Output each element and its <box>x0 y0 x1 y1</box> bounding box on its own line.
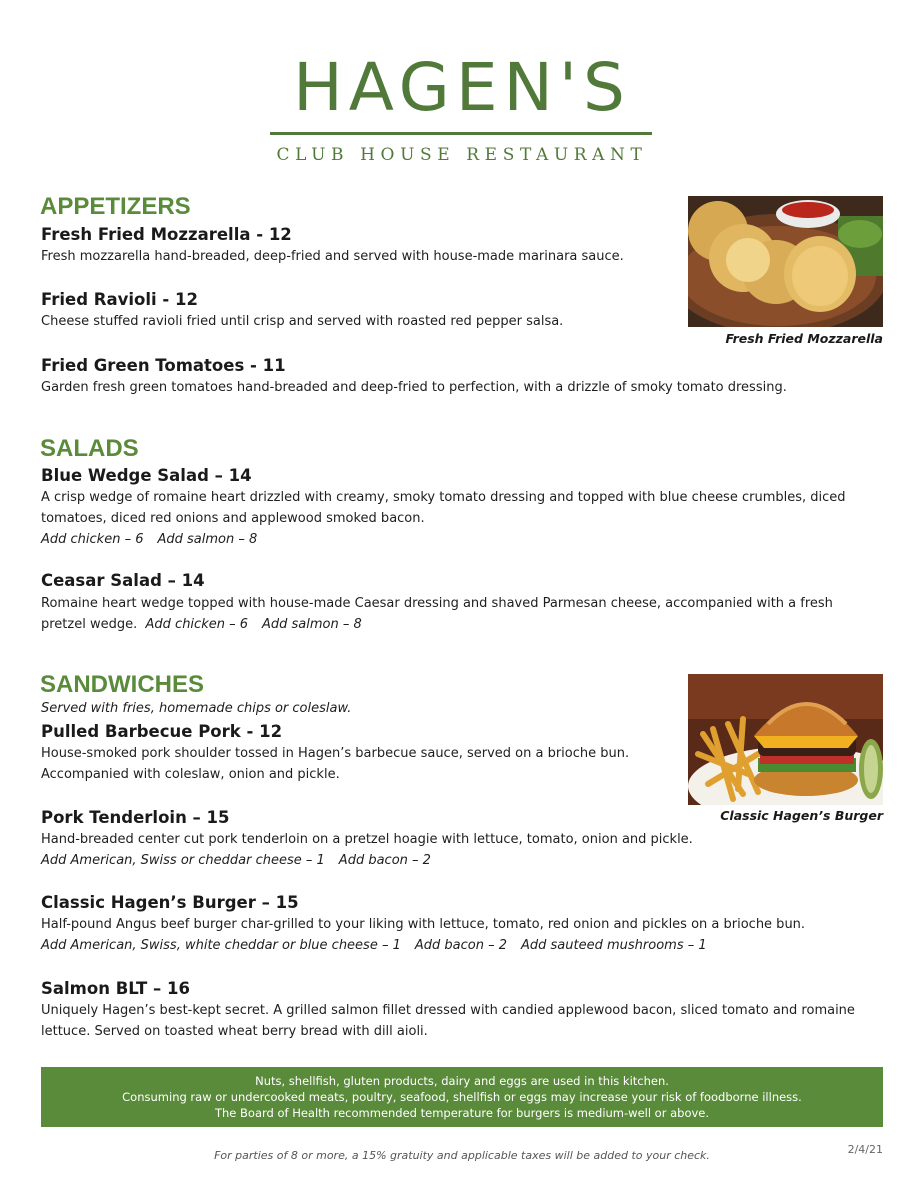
addon-option: Add sauteed mushrooms – 1 <box>521 938 707 953</box>
item-fried-green-tomatoes: Fried Green Tomatoes - 11 <box>41 356 286 375</box>
logo-divider <box>270 132 652 135</box>
item-description: Garden fresh green tomatoes hand-breaded and deep-fried to perfection, with a drizzle of smoky tomato dressing. <box>41 380 787 395</box>
addon-option: Add salmon – 8 <box>262 617 362 632</box>
restaurant-logo <box>270 48 654 165</box>
notice-line: Consuming raw or undercooked meats, poultry, seafood, shellfish or eggs may increase your risk of foodborne illness. <box>122 1090 802 1104</box>
item-description: Cheese stuffed ravioli fried until crisp and served with roasted red pepper salsa. <box>41 314 564 329</box>
description-line: Accompanied with coleslaw, onion and pickle. <box>41 767 340 782</box>
item-fried-ravioli: Fried Ravioli - 12 <box>41 290 198 309</box>
logo-title: HAGEN'S <box>293 49 631 126</box>
burger-illustration <box>688 674 883 805</box>
notice-line: The Board of Health recommended temperature for burgers is medium-well or above. <box>214 1106 710 1120</box>
description-line: Romaine heart wedge topped with house-made Caesar dressing and shaved Parmesan cheese, accompanied with a fresh <box>41 596 833 611</box>
item-description: Fresh mozzarella hand-breaded, deep-fried and served with house-made marinara sauce. <box>41 249 624 264</box>
description-line: A crisp wedge of romaine heart drizzled with creamy, smoky tomato dressing and topped with blue cheese crumbles, diced <box>41 490 846 505</box>
mozzarella-caption: Fresh Fried Mozzarella <box>725 331 883 346</box>
salads-heading: SALADS <box>40 435 139 462</box>
addon-option: Add American, Swiss, white cheddar or blue cheese – 1 <box>41 938 401 953</box>
burger-photo <box>688 674 883 805</box>
notice-line: Nuts, shellfish, gluten products, dairy and eggs are used in this kitchen. <box>255 1074 669 1088</box>
burger-caption: Classic Hagen’s Burger <box>720 808 883 823</box>
addon-option: Add salmon – 8 <box>157 532 258 547</box>
addon-option: Add bacon – 2 <box>338 853 431 868</box>
addon-line <box>41 935 805 956</box>
description-text: pretzel wedge. <box>41 617 138 632</box>
addon-option: Add chicken – 6 <box>145 617 248 632</box>
description-line: tomatoes, diced red onions and applewood smoked bacon. <box>41 511 425 526</box>
description-line: Half-pound Angus beef burger char-grilled to your liking with lettuce, tomato, red onion and pickles on a brioche bun. <box>41 917 806 932</box>
item-fresh-fried-mozzarella: Fresh Fried Mozzarella - 12 <box>41 225 292 244</box>
menu-date: 2/4/21 <box>847 1143 883 1156</box>
item-description <box>41 914 805 956</box>
item-salmon-blt: Salmon BLT – 16 <box>41 979 191 998</box>
item-description <box>41 487 846 550</box>
addon-line <box>41 529 846 550</box>
item-blue-wedge-salad: Blue Wedge Salad – 14 <box>41 466 252 485</box>
item-description <box>41 829 693 871</box>
addon-option: Add American, Swiss or cheddar cheese – 1 <box>41 853 325 868</box>
addon-option: Add chicken – 6 <box>41 532 144 547</box>
item-description <box>41 1000 855 1042</box>
appetizers-heading: APPETIZERS <box>40 193 191 220</box>
mozzarella-photo <box>688 196 883 327</box>
addon-option: Add bacon – 2 <box>414 938 507 953</box>
item-pulled-barbecue-pork: Pulled Barbecue Pork - 12 <box>41 722 283 741</box>
allergen-notice <box>41 1067 883 1127</box>
mozzarella-illustration <box>688 196 883 327</box>
item-classic-hagens-burger: Classic Hagen’s Burger – 15 <box>41 893 299 912</box>
logo-subtitle: CLUB HOUSE RESTAURANT <box>276 145 648 165</box>
description-line <box>41 614 833 635</box>
addon-line <box>41 850 693 871</box>
description-line: House-smoked pork shoulder tossed in Hagen’s barbecue sauce, served on a brioche bun. <box>41 746 630 761</box>
sandwiches-heading: SANDWICHES <box>40 671 205 698</box>
item-ceasar-salad: Ceasar Salad – 14 <box>41 571 205 590</box>
description-line: Hand-breaded center cut pork tenderloin on a pretzel hoagie with lettuce, tomato, onion and pickle. <box>41 832 693 847</box>
description-line: Uniquely Hagen’s best-kept secret. A grilled salmon fillet dressed with candied applewood bacon, sliced tomato and romaine <box>41 1003 855 1018</box>
sandwiches-note: Served with fries, homemade chips or coleslaw. <box>41 701 352 716</box>
description-line: lettuce. Served on toasted wheat berry bread with dill aioli. <box>41 1024 428 1039</box>
item-description <box>41 593 833 635</box>
item-pork-tenderloin: Pork Tenderloin – 15 <box>41 808 230 827</box>
gratuity-note: For parties of 8 or more, a 15% gratuity and applicable taxes will be added to your check. <box>214 1149 710 1162</box>
item-description <box>41 743 629 785</box>
